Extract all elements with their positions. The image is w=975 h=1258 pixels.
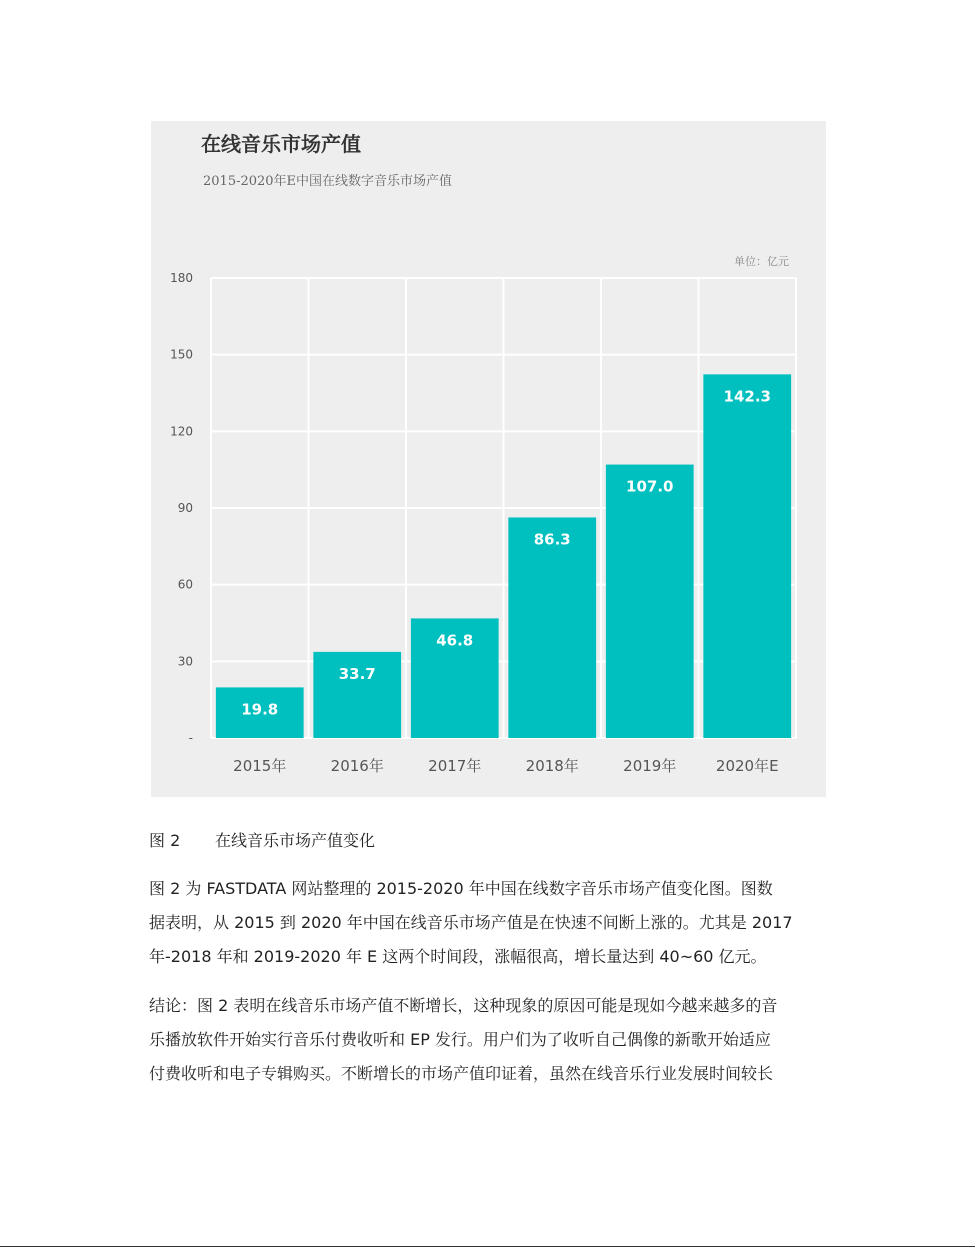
caption-text: 在线音乐市场产值变化 xyxy=(215,831,376,850)
bar xyxy=(703,374,791,738)
bar-value-label: 142.3 xyxy=(723,387,771,406)
chart-figure xyxy=(151,121,826,797)
x-axis-ticks xyxy=(233,757,778,775)
y-tick-label: 120 xyxy=(170,424,193,439)
bar-value-label: 46.8 xyxy=(436,631,474,650)
bar xyxy=(606,465,694,738)
y-tick-label: 60 xyxy=(177,577,193,592)
y-tick-label: 90 xyxy=(177,501,193,515)
x-tick-label: 2020年E xyxy=(715,757,779,775)
bar-value-label: 86.3 xyxy=(533,530,571,549)
paragraph-conclusion xyxy=(149,989,839,1091)
y-tick-label: 180 xyxy=(170,271,193,285)
x-tick-label: 2018年 xyxy=(525,757,579,775)
y-axis-ticks xyxy=(170,271,193,745)
bar-value-label: 19.8 xyxy=(241,700,279,719)
bar xyxy=(508,517,596,738)
bar-value-label: 33.7 xyxy=(338,664,376,683)
paragraph-line: 付费收听和电子专辑购买。不断增长的市场产值印证着，虽然在线音乐行业发展时间较长 xyxy=(149,1064,774,1083)
bar-value-label: 107.0 xyxy=(626,477,674,496)
chart-subtitle: 2015-2020年E中国在线数字音乐市场产值 xyxy=(203,174,453,189)
x-tick-label: 2019年 xyxy=(623,757,677,775)
paragraph-line: 乐播放软件开始实行音乐付费收听和 EP 发行。用户们为了收听自己偶像的新歌开始适应 xyxy=(149,1030,771,1049)
chart-title: 在线音乐市场产值 xyxy=(201,132,361,156)
paragraph-analysis xyxy=(149,872,839,974)
paragraph-line: 图 2 为 FASTDATA 网站整理的 2015-2020 年中国在线数字音乐市场产值变化图。图数 xyxy=(149,879,773,898)
bar-chart xyxy=(151,121,826,797)
caption-number: 图 2 xyxy=(149,831,181,850)
unit-label: 单位：亿元 xyxy=(734,255,789,268)
x-tick-label: 2015年 xyxy=(233,757,287,775)
footer-divider xyxy=(0,1246,975,1247)
paragraph-line: 据表明，从 2015 到 2020 年中国在线音乐市场产值是在快速不间断上涨的。尤其是 2017 xyxy=(149,913,793,932)
paragraph-line: 年-2018 年和 2019-2020 年 E 这两个时间段，涨幅很高，增长量达到 40~60 亿元。 xyxy=(149,947,767,966)
figure-caption xyxy=(149,828,375,851)
paragraph-line: 结论：图 2 表明在线音乐市场产值不断增长，这种现象的原因可能是现如今越来越多的音 xyxy=(149,996,778,1015)
y-tick-label: - xyxy=(188,731,193,745)
y-tick-label: 150 xyxy=(170,347,193,362)
y-tick-label: 30 xyxy=(177,654,193,669)
x-tick-label: 2017年 xyxy=(428,757,482,775)
x-tick-label: 2016年 xyxy=(330,757,384,775)
